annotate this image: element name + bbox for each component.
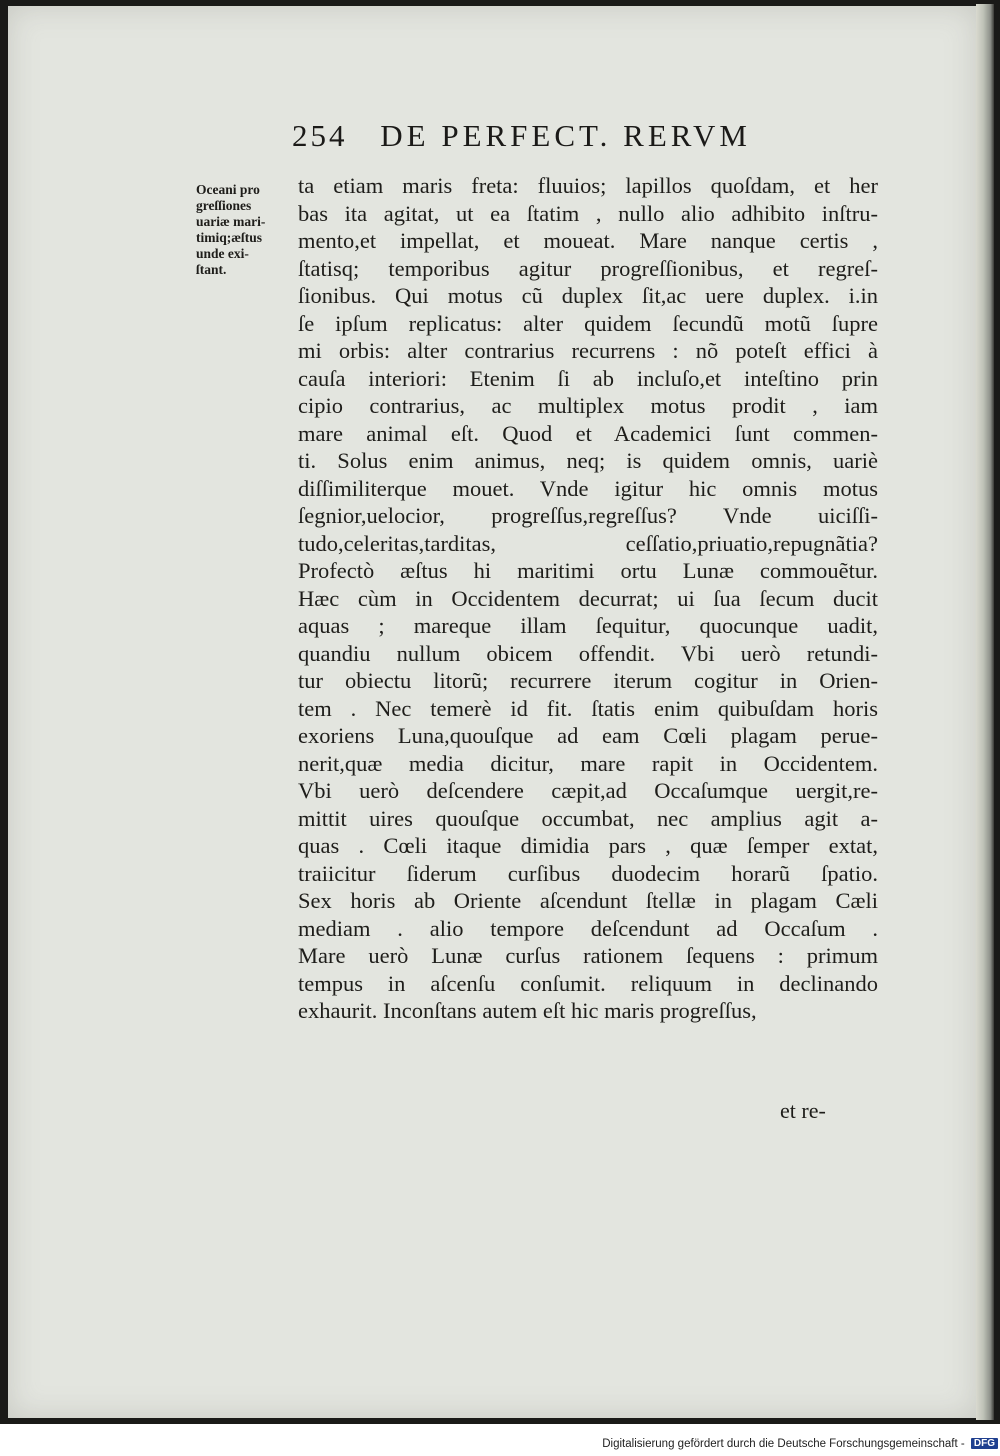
text-line: mi orbis: alter contrarius recurrens : nõ poteſt effici à bbox=[298, 338, 878, 363]
page-number: 254 bbox=[292, 118, 348, 153]
text-line: cipio contrarius, ac multiplex motus prodit , iam bbox=[298, 393, 878, 418]
text-line: ta etiam maris freta: fluuios; lapillos quoſdam, et her bbox=[298, 173, 878, 198]
text-line: tem . Nec temerè id fit. ſtatis enim quibuſdam horis bbox=[298, 695, 878, 721]
text-line: quandiu nullum obicem offendit. Vbi uerò retundi- bbox=[298, 640, 878, 666]
marginal-note-line: timiq;æſtus bbox=[196, 230, 263, 245]
text-line: Hæc cùm in Occidentem decurrat; ui ſua ſecum ducit bbox=[298, 585, 878, 611]
marginal-note bbox=[196, 182, 292, 278]
text-line: nerit,quæ media dicitur, mare rapit in Occidentem. bbox=[298, 750, 878, 776]
marginal-note-line: Oceani pro bbox=[196, 182, 260, 197]
digitization-credit bbox=[580, 1438, 998, 1450]
text-line: Profectò æſtus hi maritimi ortu Lunæ commouẽtur. bbox=[298, 558, 878, 583]
running-title: DE PERFECT. RERVM bbox=[380, 118, 751, 153]
text-line: diſſimiliterque mouet. Vnde igitur hic omnis motus bbox=[298, 475, 878, 501]
text-line: tempus in aſcenſu conſumit. reliquum in declinando bbox=[298, 970, 878, 996]
text-line: exoriens Luna,quouſque ad eam Cœli plagam perue- bbox=[298, 723, 878, 748]
text-line: exhaurit. Inconſtans autem eſt hic maris progreſſus, bbox=[298, 998, 757, 1023]
marginal-note-line: unde exi- bbox=[196, 246, 249, 261]
text-line: tudo,celeritas,tarditas, ceſſatio,priuatio,repugnãtia? bbox=[298, 530, 878, 556]
text-line: cauſa interiori: Etenim ſi ab incluſo,et inteſtino prin bbox=[298, 365, 878, 391]
text-line: traiicitur ſiderum curſibus duodecim horarũ ſpatio. bbox=[298, 860, 878, 886]
page-header bbox=[292, 118, 792, 158]
text-line: Vbi uerò deſcendere cæpit,ad Occaſumque uergit,re- bbox=[298, 778, 878, 803]
text-line: ſtatisq; temporibus agitur progreſſionibus, et regreſ- bbox=[298, 255, 878, 281]
marginal-note-line: ſtant. bbox=[196, 262, 227, 277]
text-line: tur obiectu litorũ; recurrere iterum cogitur in Orien- bbox=[298, 668, 878, 693]
text-line: mittit uires quouſque occumbat, nec amplius agit a- bbox=[298, 805, 878, 831]
marginal-note-line: uariæ mari- bbox=[196, 214, 266, 229]
text-line: ti. Solus enim animus, neq; is quidem omnis, uariè bbox=[298, 448, 878, 473]
body-text bbox=[298, 172, 878, 1025]
catchword: et re- bbox=[780, 1098, 826, 1123]
text-line: mare animal eſt. Quod et Academici ſunt commen- bbox=[298, 420, 878, 446]
credit-text: Digitalisierung gefördert durch die Deutsche Forschungsgemeinschaft - bbox=[602, 1438, 965, 1450]
text-line: mento,et impellat, et moueat. Mare nanque certis , bbox=[298, 228, 878, 253]
page-edge bbox=[976, 4, 994, 1420]
text-line: aquas ; mareque illam ſequitur, quocunque uadit, bbox=[298, 613, 878, 638]
dfg-logo: DFG bbox=[971, 1438, 998, 1449]
text-line: ſegnior,uelocior, progreſſus,regreſſus? Vnde uiciſſi- bbox=[298, 503, 878, 528]
text-line: mediam . alio tempore deſcendunt ad Occaſum . bbox=[298, 915, 878, 941]
text-line: ſe ipſum replicatus: alter quidem ſecundũ motũ ſupre bbox=[298, 310, 878, 336]
text-line: ſionibus. Qui motus cũ duplex ſit,ac uere duplex. i.in bbox=[298, 283, 878, 308]
marginal-note-line: greſſiones bbox=[196, 198, 252, 213]
text-line: Sex horis ab Oriente aſcendunt ſtellæ in plagam Cæli bbox=[298, 888, 878, 913]
text-line: Mare uerò Lunæ curſus rationem ſequens : primum bbox=[298, 943, 878, 968]
text-line: quas . Cœli itaque dimidia pars , quæ ſemper extat, bbox=[298, 833, 878, 858]
text-line: bas ita agitat, ut ea ſtatim , nullo alio adhibito inſtru- bbox=[298, 200, 878, 226]
